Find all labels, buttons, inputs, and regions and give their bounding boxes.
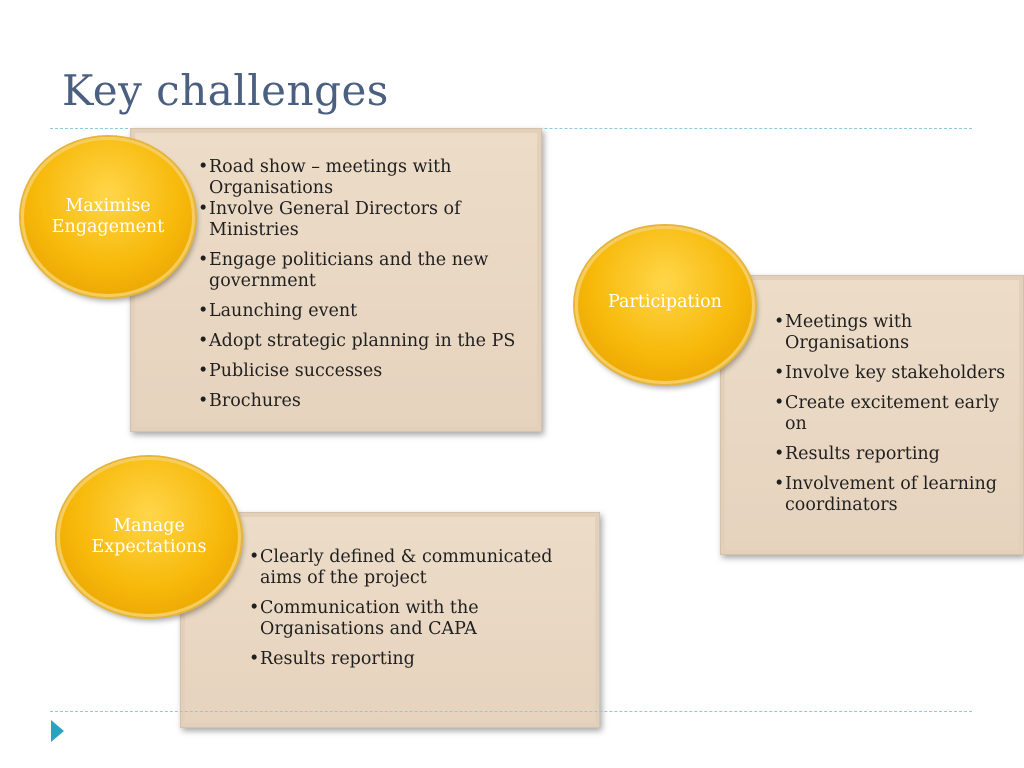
engagement-box <box>130 128 542 432</box>
play-arrow-icon[interactable] <box>51 720 64 742</box>
expectations-circle <box>57 457 241 617</box>
list-item: • Adopt strategic planning in the PS <box>198 331 528 352</box>
engagement-label: Maximise Engagement <box>51 196 165 237</box>
expectations-label: Manage Expectations <box>91 516 207 557</box>
list-item: • Communication with the Organisations and CAPA <box>249 598 591 640</box>
list-item: • Create excitement early on <box>774 393 1016 435</box>
list-item: • Results reporting <box>774 444 1016 465</box>
bottom-divider <box>50 711 972 712</box>
list-item: • Involve General Directors of Ministries <box>198 199 528 241</box>
participation-box <box>720 275 1024 555</box>
list-item: • Involve key stakeholders <box>774 363 1016 384</box>
list-item: • Launching event <box>198 301 528 322</box>
list-item: • Engage politicians and the new government <box>198 250 528 292</box>
list-item: • Involvement of learning coordinators <box>774 474 1016 516</box>
expectations-box <box>180 512 600 728</box>
participation-list <box>774 312 1016 525</box>
expectations-list <box>249 547 591 679</box>
list-item: • Publicise successes <box>198 361 528 382</box>
participation-circle <box>575 226 755 384</box>
list-item: • Brochures <box>198 391 528 412</box>
slide-title: Key challenges <box>62 66 389 115</box>
list-item: • Meetings with Organisations <box>774 312 1016 354</box>
engagement-circle <box>21 137 195 297</box>
list-item: • Clearly defined & communicated aims of the project <box>249 547 591 589</box>
list-item: • Results reporting <box>249 649 591 670</box>
participation-label: Participation <box>608 291 722 312</box>
list-item: • Road show – meetings with Organisations <box>198 157 528 199</box>
engagement-list <box>198 157 528 421</box>
